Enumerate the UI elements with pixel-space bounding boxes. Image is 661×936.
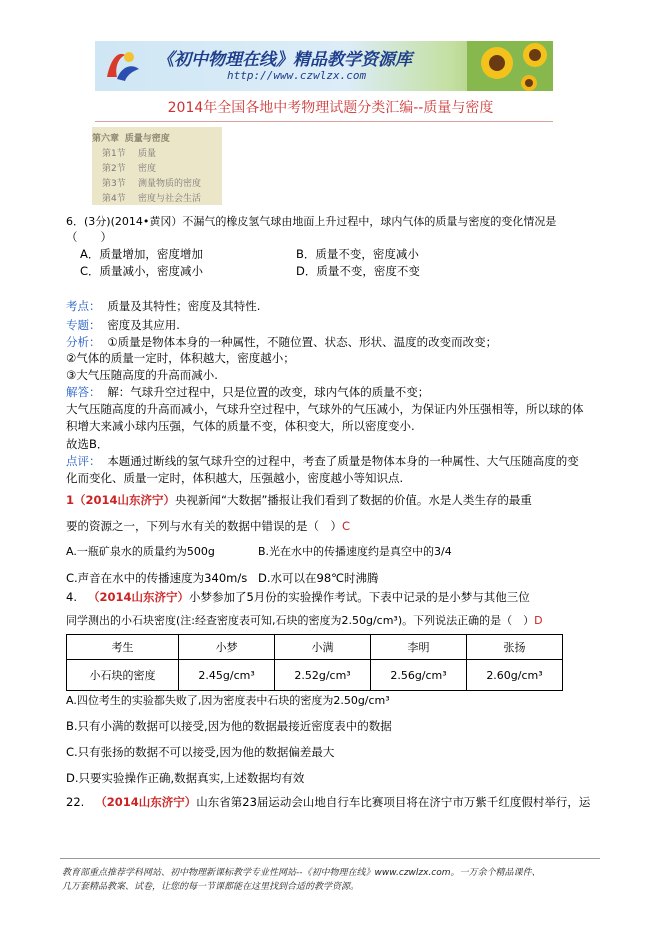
banner-title: 《初中物理在线》精品教学资源库 bbox=[157, 50, 412, 70]
title-divider bbox=[95, 121, 553, 122]
kaodian-label: 考点： bbox=[66, 299, 101, 313]
section-number: 第2节 bbox=[102, 164, 126, 174]
q1-stem-text: 央视新闻“大数据”播报让我们看到了数据的价值。水是人类生存的最重 bbox=[175, 493, 532, 507]
q6-dianping bbox=[66, 453, 579, 469]
section-name: 密度与社会生活 bbox=[138, 194, 202, 204]
dianping-text: 本题通过断线的氢气球升空的过程中，考查了质量是物体本身的一种属性、大气压随高度的变 bbox=[107, 454, 579, 468]
chapter-heading bbox=[92, 131, 170, 144]
q6-jieda bbox=[66, 384, 429, 400]
section-name: 测量物质的密度 bbox=[138, 179, 202, 189]
table-header-cell: 李明 bbox=[371, 635, 467, 660]
q4-option-c: C.只有张扬的数据不可以接受,因为他的数据偏差最大 bbox=[66, 745, 335, 759]
q6-fenxi bbox=[66, 334, 497, 350]
table-header-cell: 小梦 bbox=[179, 635, 275, 660]
q1-stem bbox=[66, 492, 532, 508]
q6-zhuanti bbox=[66, 317, 180, 333]
q6-option-d: D．质量不变，密度不变 bbox=[296, 264, 420, 278]
table-header-cell: 考生 bbox=[67, 635, 179, 660]
q4-stem-text-2: 同学测出的小石块密度(注:经查密度表可知,石块的密度为2.50g/cm³)。下列说法正确的是（ ） bbox=[66, 614, 535, 627]
section-number: 第3节 bbox=[102, 179, 126, 189]
q4-option-d: D.只要实验操作正确,数据真实,上述数据均有效 bbox=[66, 771, 305, 785]
sunflower-image bbox=[467, 41, 553, 91]
q22-source-tag: （2014山东济宁） bbox=[95, 795, 197, 809]
q6-answer: 故选B． bbox=[66, 437, 109, 451]
q4-stem bbox=[66, 589, 530, 605]
chapter-outline bbox=[92, 127, 222, 205]
chapter-section bbox=[102, 161, 156, 174]
jieda-label: 解答： bbox=[66, 385, 101, 399]
q6-dianping-2: 化而变化、质量一定时，体积越大，压强越小，密度越小等知识点. bbox=[66, 471, 404, 485]
q4-source-tag: （2014山东济宁） bbox=[87, 590, 189, 604]
section-name: 密度 bbox=[138, 164, 157, 174]
table-header-cell: 小满 bbox=[275, 635, 371, 660]
chapter-name: 质量与密度 bbox=[124, 134, 170, 144]
q1-option-a: A.一瓶矿泉水的质量约为500g bbox=[66, 545, 215, 558]
kaodian-text: 质量及其特性；密度及其特性. bbox=[107, 299, 261, 313]
q6-option-b: B．质量不变，密度减小 bbox=[296, 247, 419, 261]
table-header-row bbox=[67, 635, 563, 660]
table-cell: 2.60g/cm³ bbox=[467, 660, 563, 691]
q6-jieda-2: 大气压随高度的升高而减小，气球升空过程中，气球外的气压减小，为保证内外压强相等，所以球的体 bbox=[66, 402, 584, 416]
table-cell: 2.52g/cm³ bbox=[275, 660, 371, 691]
q6-kaodian bbox=[66, 298, 260, 314]
document-title: 2014年全国各地中考物理试题分类汇编--质量与密度 bbox=[167, 100, 494, 116]
q4-number: 4. bbox=[66, 590, 77, 604]
table-header-cell: 张扬 bbox=[467, 635, 563, 660]
q1-stem-2 bbox=[66, 518, 350, 534]
table-row-label: 小石块的密度 bbox=[67, 660, 179, 691]
fenxi-text: ①质量是物体本身的一种属性，不随位置、状态、形状、温度的改变而改变； bbox=[107, 335, 498, 349]
q6-fenxi-2: ②气体的质量一定时，体积越大，密度越小； bbox=[66, 351, 295, 365]
q22-stem bbox=[66, 794, 590, 810]
footer-line-1: 教育部重点推荐学科网站、初中物理新课标教学专业性网站--《初中物理在线》www.czwlzx.com。一万余个精品课件、 bbox=[62, 868, 541, 878]
q6-stem: 6．(3分)(2014•黄冈）不漏气的橡皮氢气球由地面上升过程中，球内气体的质量与密度的变化情况是 bbox=[66, 215, 557, 228]
footer-divider bbox=[60, 858, 600, 859]
section-number: 第4节 bbox=[102, 194, 126, 204]
q1-option-d: D.水可以在98℃时沸腾 bbox=[258, 571, 379, 585]
dianping-label: 点评： bbox=[66, 454, 101, 468]
q22-stem-text: 山东省第23届运动会山地自行车比赛项目将在济宁市万紫千红度假村举行，运 bbox=[196, 795, 591, 809]
chapter-section bbox=[102, 146, 156, 159]
q4-stem-text: 小梦参加了5月份的实验操作考试。下表中记录的是小梦与其他三位 bbox=[188, 590, 530, 604]
q6-fenxi-3: ③大气压随高度的升高而减小. bbox=[66, 368, 218, 382]
q4-stem-2 bbox=[66, 613, 543, 629]
q6-stem-bracket: （ ） bbox=[66, 230, 112, 244]
q6-option-a: A．质量增加，密度增加 bbox=[80, 247, 203, 261]
jieda-text: 解：气球升空过程中，只是位置的改变，球内气体的质量不变； bbox=[107, 385, 430, 399]
q1-option-b: B.光在水中的传播速度约是真空中的3/4 bbox=[258, 545, 452, 558]
q1-option-c: C.声音在水中的传播速度为340m/s bbox=[66, 571, 248, 585]
q6-jieda-3: 积增大来减小球内压强，气体的质量不变，体积变大，所以密度变小. bbox=[66, 419, 415, 433]
section-name: 质量 bbox=[138, 149, 157, 159]
header-banner bbox=[95, 41, 553, 91]
chapter-number: 第六章 bbox=[92, 134, 120, 144]
chapter-section bbox=[102, 191, 201, 204]
table-cell: 2.56g/cm³ bbox=[371, 660, 467, 691]
zhuanti-text: 密度及其应用. bbox=[107, 318, 180, 332]
chapter-section bbox=[102, 176, 201, 189]
banner-url[interactable]: http://www.czwlzx.com bbox=[227, 69, 367, 82]
q22-number: 22. bbox=[66, 795, 85, 809]
table-row bbox=[67, 660, 563, 691]
q6-option-c: C．质量减小，密度减小 bbox=[80, 264, 204, 278]
footer-line-2: 几万套精品教案、试卷，让您的每一节课都能在这里找到合适的教学资源。 bbox=[62, 882, 360, 892]
zhuanti-label: 专题： bbox=[66, 318, 101, 332]
q4-answer: D bbox=[534, 614, 543, 627]
site-logo-icon bbox=[103, 47, 143, 85]
q4-option-b: B.只有小满的数据可以接受,因为他的数据最接近密度表中的数据 bbox=[66, 719, 392, 733]
q1-number: 1（2014山东济宁） bbox=[66, 493, 176, 507]
table-cell: 2.45g/cm³ bbox=[179, 660, 275, 691]
density-table bbox=[66, 634, 563, 691]
q4-option-a: A.四位考生的实验都失败了,因为密度表中石块的密度为2.50g/cm³ bbox=[66, 694, 390, 707]
section-number: 第1节 bbox=[102, 149, 126, 159]
fenxi-label: 分析： bbox=[66, 335, 101, 349]
q1-answer: C bbox=[342, 519, 351, 533]
q1-stem-text-2: 要的资源之一，下列与水有关的数据中错误的是（ ） bbox=[66, 519, 342, 533]
